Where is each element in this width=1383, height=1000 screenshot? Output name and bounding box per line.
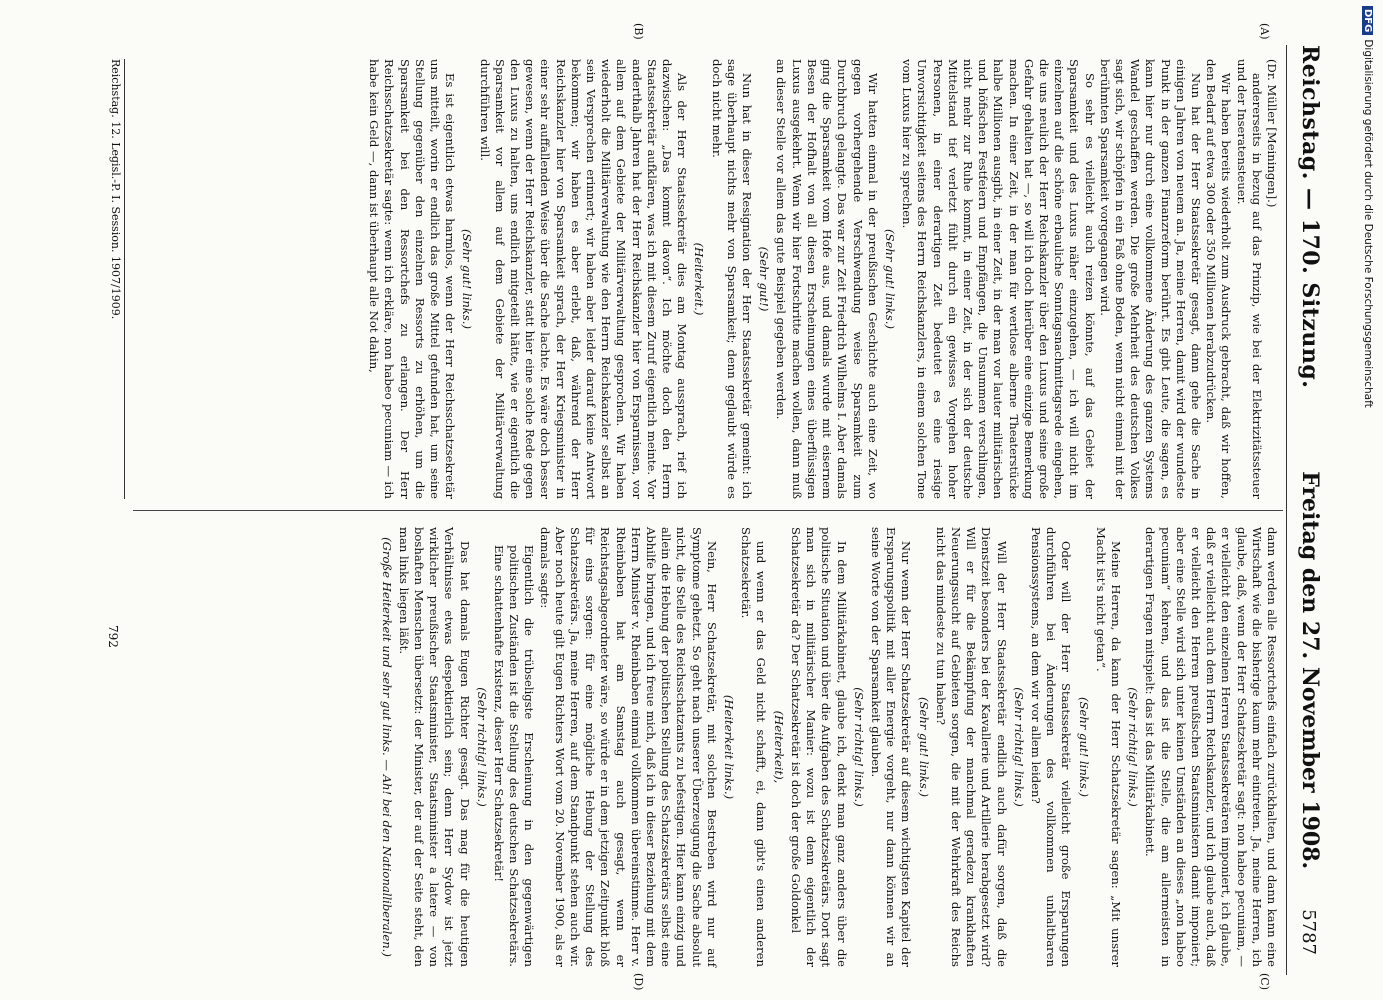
right-column bbox=[376, 527, 1279, 967]
margin-mark-d: (D) bbox=[632, 973, 645, 991]
page-number: 5787 bbox=[1298, 909, 1319, 955]
paragraph: Wir haben bereits wiederholt zum Ausdruck gebracht, daß wir hoffen, den Bedarf auf etwa 300 oder 350 Millionen herabzudrücken. bbox=[1204, 59, 1234, 499]
interjection: (Sehr gut!) bbox=[757, 246, 772, 312]
credit-strip bbox=[1356, 0, 1380, 1000]
left-column bbox=[366, 59, 1279, 499]
paragraph: Es ist eigentlich etwas harmlos, wenn der Herr Reichsschatzsekretär uns mitteilt, worin er endlich das große Mittel gefunden hat, um seine Stellung gegenüber den einzelnen Ressorts zu erhöhen, um die Sparsamkeit bei den Ressortchefs zu erlangen. Der Herr Reichsschatzsekretär sagte: wenn ich erkläre, non habeo pecuniam — ich habe kein Geld —, dann ist überhaupt alle Not dahin, bbox=[367, 59, 458, 499]
interjection: (Sehr gut! links.) bbox=[916, 697, 931, 797]
paragraph: Oder will der Herr Staatssekretär vielleicht große Ersparungen durchführen bei Änderungen des vollkommen unhaltbaren Pensionssystems, an dem wir vor allem leiden? bbox=[1028, 527, 1074, 967]
paragraph: Als der Herr Staatssekretär dies am Montag aussprach, rief ich dazwischen: „Das kommt davon“. Ich möchte doch den Herrn Staatssekretär aufklären, was ich mit diesem Zuruf eigentlich meinte. Vor anderthalb Jahren hat der Herr Reichskanzler hier von Ersparnissen, vor allem auf dem Gebiete der Militärverwaltung gesprochen. Wir haben wiederholt die Militärverwaltung wie den Herrn Reichskanzler selbst an sein Versprechen erinnert; wir haben aber leider darauf keine Antwort bekommen; wir haben es aber erlebt, daß, während der Herr Reichskanzler hier von Sparsamkeit sprach, der Herr Kriegsminister in einer sehr auffallenden Weise über die Sache lachte. Es wäre doch besser gewesen, wenn der Herr Reichskanzler, statt hier eine solche Rede gegen den Luxus zu halten, uns endlich mitgeteilt hätte, wie er eigentlich die Sparsamkeit vor allem auf dem Gebiete der Militärverwaltung durchführen will. bbox=[477, 59, 690, 499]
paragraph: Wir hatten einmal in der preußischen Geschichte auch eine Zeit, wo gegen vorhergehende Verschwendung weise Sparsamkeit zum Durchbruch gelangte. Das war zur Zeit Friedrich Wilhelms I. Aber damals ging die Sparsamkeit vom Hofe aus, und damals wurde mit eisernem Besen der Hofhalt von all diesen Erscheinungen eines überflüssigen Luxus ausgekehrt. Wenn wir hier Fortschritte machen wollen, dann muß an dieser Stelle vor allem das gute Beispiel gegeben werden. bbox=[774, 59, 880, 499]
header-date: Freitag den 27. November 1908. bbox=[1297, 471, 1323, 870]
interjection: (Heiterkeit links.) bbox=[722, 694, 737, 800]
credit-text-rotated bbox=[1362, 6, 1374, 408]
paragraph: Nun hat der Herr Staatssekretär gesagt, dann gehe die Sache in einigen Jahren von neuem an. Ja, meine Herren, damit wird der wundeste Punkt in der ganzen Finanzreform berührt. Es gibt Leute, die sagen, es kann hier nur durch eine vollkommene Änderung des ganzen Systems Wandel geschaffen werden. Die große Mehrheit des deutschen Volkes sagt sich, wir schöpfen in ein Faß ohne Boden, wenn nicht einmal mit der berühmten Sparsamkeit vorgegangen wird. bbox=[1097, 59, 1203, 499]
margin-mark-b: (B) bbox=[632, 23, 645, 40]
header-right-title bbox=[1297, 471, 1323, 955]
footer-text: Reichstag. 12. Legisl.-P. I. Session. 1907/1909. bbox=[109, 59, 122, 320]
paragraph: Meine Herren, da kann der Herr Schatzsekretär sagen: „Mit unsrer Macht ist's nicht getan“. bbox=[1093, 527, 1123, 967]
paragraph: Will der Herr Staatssekretär endlich auch dafür sorgen, daß die Dienstzeit besonders bei der Kavallerie und Artillerie herabgesetzt wird? Will er für die Bekämpfung der manchmal geradezu krankhaften Neuerungssucht auf Gebieten sorgen, die mit der Wehrkraft des Reichs nicht das mindeste zu tun haben? bbox=[933, 527, 1009, 967]
credit-text: Digitalisierung gefördert durch die Deutsche Forschungsgemeinschaft bbox=[1362, 39, 1374, 408]
interjection: (Sehr richtig! links.) bbox=[1126, 687, 1141, 807]
interjection: (Sehr gut! links.) bbox=[882, 229, 897, 329]
paragraph: und wenn er das Geld nicht schafft, ei, dann gibt's einen anderen Schatzsekretär. bbox=[739, 527, 769, 967]
paragraph: andererseits in bezug auf das Prinzip, wie bei der Elektrizitätssteuer und der Inseratensteuer. bbox=[1234, 59, 1264, 499]
paragraph: Nun hat in dieser Resignation der Herr Staatssekretär gemeint: ich sage überhaupt nichts mehr von Sparsamkeit; denn geglaubt würde es doch nicht mehr. bbox=[709, 59, 755, 499]
interjection: (Sehr richtig! links.) bbox=[851, 687, 866, 807]
rotated-newspaper-page bbox=[35, 5, 1335, 995]
margin-mark-c: (C) bbox=[1258, 973, 1271, 990]
paragraph: Das hat damals Eugen Richter gesagt. Das mag für die heutigen Verhältnisse etwas despektierlich sein; denn Herr Sydow ist jetzt wirklicher preußischer Staatsminister, Staatsminister a latere — von boshaften Menschen übersetzt: der Minister, der auf der Seite steht, den man links liegen läßt. bbox=[396, 527, 472, 967]
header-session: Reichstag. — 170. Sitzung. bbox=[1297, 45, 1323, 389]
margin-mark-a: (A) bbox=[1258, 23, 1271, 40]
interjection: (Sehr gut! links.) bbox=[460, 229, 475, 329]
interjection: (Heiterkeit.) bbox=[692, 242, 707, 316]
header-rule bbox=[1286, 45, 1287, 975]
page-header bbox=[1287, 5, 1323, 995]
signature-mark: 792 bbox=[106, 625, 120, 648]
header-left-title bbox=[1297, 45, 1323, 388]
paragraph: In dem Militärkabinett, glaube ich, denkt man ganz anders über die politische Situation und über die Aufgaben des Schatzsekretärs. Dort sagt man sich in militärischer Manier: wozu ist denn eigentlich der Schatzsekretär da? Der Schatzsekretär ist doch der große Goldonkel bbox=[788, 527, 849, 967]
interjection: (Sehr richtig! links.) bbox=[1011, 687, 1026, 807]
paragraph: dann werden alle Ressortchefs einfach zurückhalten, und dann kann eine Wirtschaft wie die bisherige kaum mehr eintreten. Ja, meine Herren, ich glaube, daß, wenn der Herr Schatzsekretär sagt: non habeo pecuniam, — er vielleicht den einzelnen Herren Staatssekretären imponiert, ich glaube, daß er vielleicht auch dem Herrn Reichskanzler, und ich glaube auch, daß er vielleicht den Herren preußischen Staatsministern damit imponiert; aber eine Stelle wird sich unter keinen Umständen an dieses „non habeo pecuniam“ kehren, und das ist die Stelle, die am allermeisten in derartigen Fragen mitspielt: das ist das Militärkabinett. bbox=[1143, 527, 1279, 967]
interjection: (Sehr gut! links.) bbox=[1076, 697, 1091, 797]
paragraph: Nur wenn der Herr Schatzsekretär auf diesem wichtigsten Kapitel der Ersparungspolitik mit aller Energie vorgeht, nur dann können wir an seine Worte von der Sparsamkeit glauben. bbox=[868, 527, 914, 967]
dfg-logo-icon: DFG bbox=[1362, 6, 1373, 35]
column-rule bbox=[133, 510, 1283, 511]
speaker-line: (Dr. Müller [Meiningen].) bbox=[1265, 59, 1279, 208]
interjection: (Große Heiterkeit und sehr gut links. — Ah! bei den Nationalliberalen.) bbox=[379, 537, 394, 957]
quotation: Eigentlich die trübseligste Erscheinung in den gegenwärtigen politischen Zuständen ist die Stellung des deutschen Schatzsekretärs. Eine schattenhafte Existenz, dieser Herr Schatzsekretär! bbox=[492, 545, 537, 967]
interjection: (Sehr richtig! links.) bbox=[474, 687, 489, 807]
paragraph: Nein, Herr Schatzsekretär, mit solchen Bestreben wird nur auf Symptome gehetzt. So geht nach unserer Überzeugung die Sache absolut nicht, die Stelle des Reichsschatzamts zu befestigen. Hier kann einzig und allein die Hebung der politischen Stellung des Schatzsekretärs selbst eine Abhilfe bringen, und ich freue mich, daß ich in dieser Beziehung mit dem Herrn Minister v. Rheinbaben einmal vollkommen übereinstimme. Herr v. Rheinbaben hat am Samstag auch gesagt, wenn er Reichstagsabgeordneter wäre, so würde er in dem jetzigen Zeitpunkt bloß für eins sorgen: für eine mögliche Hebung der Stellung des Schatzsekretärs. Ja, meine Herren, auf dem Standpunkt stehen auch wir. Aber noch heute gilt Eugen Richters Wort vom 20. November 1900, als er damals sagte: bbox=[537, 527, 719, 967]
paragraph: So sehr es vielleicht auch reizen könnte, auf das Gebiet der Sparsamkeit und des Luxus näher einzugehen, — ich will nicht im einzelnen auf die schöne erbauliche Sonntagsnachmittagsrede eingehen, die uns neulich der Herr Reichskanzler über den Luxus und seine große Gefahr gehalten hat —, so will ich doch hierüber eine einzige Bemerkung machen. In einer Zeit, in der man für wertlose alberne Theaterstücke halbe Millionen ausgibt, in einer Zeit, in der man vor lauter militärischen und höfischen Festfeiern und Empfängen, die Unsummen verschlingen, nicht mehr zur Ruhe kommt, in einer Zeit, in der sich der deutsche Mittelstand tief verletzt fühlt durch ein gewisses Vorgehen hoher Personen, in einer derartigen Zeit bedeutet es eine riesige Unvorsichtigkeit seitens des Herrn Reichskanzlers, in einem solchen Tone vom Luxus hier zu sprechen. bbox=[900, 59, 1097, 499]
interjection: (Heiterkeit), bbox=[771, 710, 786, 784]
page-footer bbox=[109, 59, 125, 499]
